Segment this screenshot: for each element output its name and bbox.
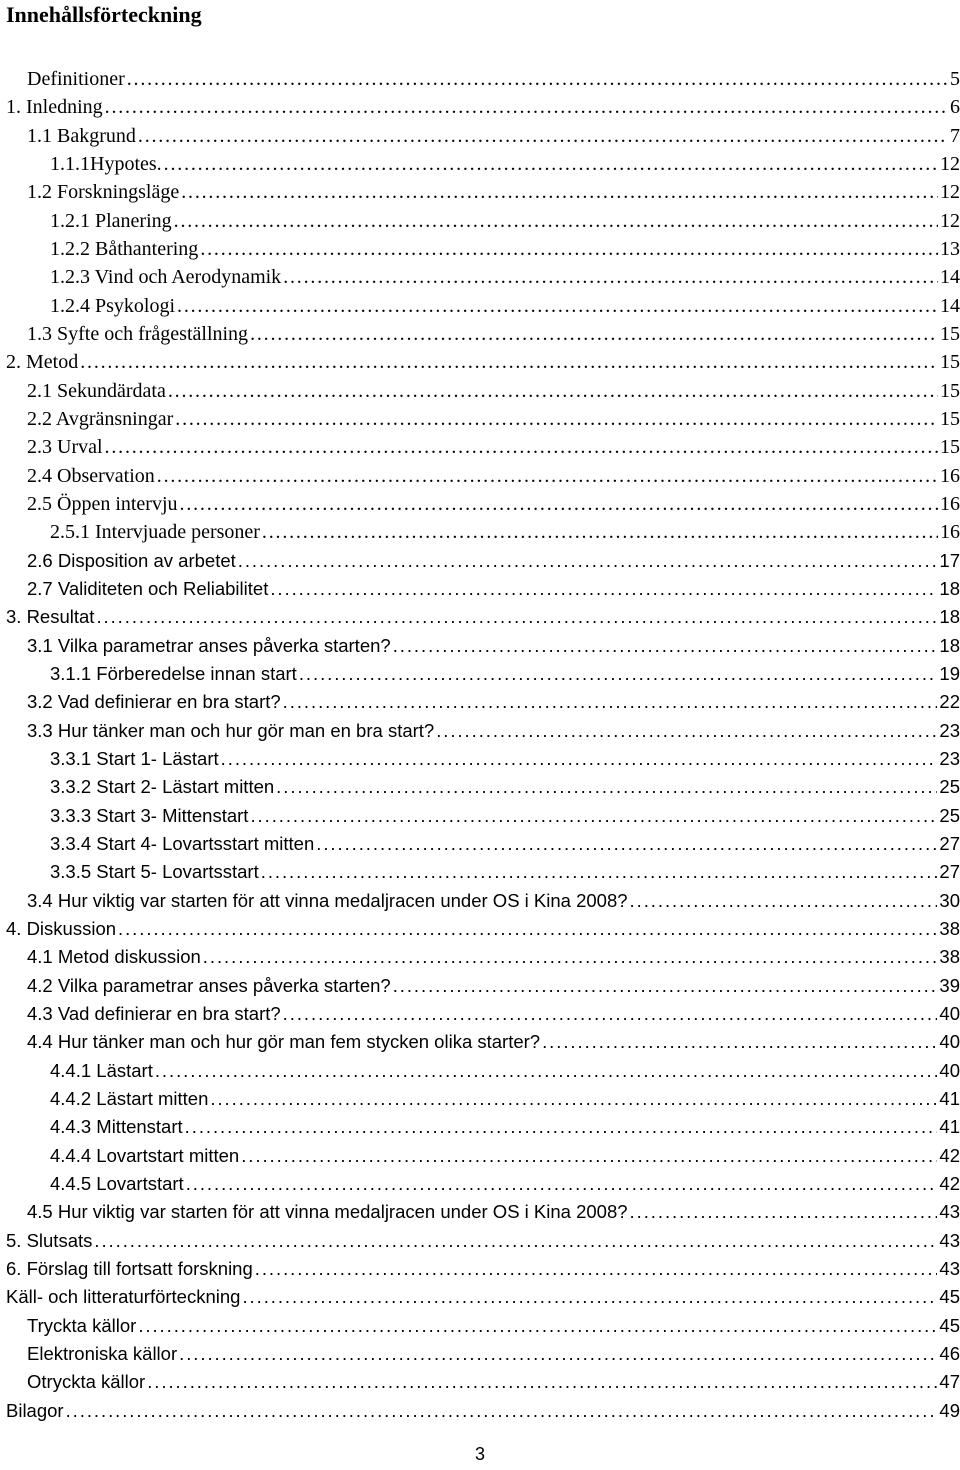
dot-leader — [94, 604, 937, 630]
toc-entry[interactable] — [27, 687, 960, 715]
toc-entry-label: 2. Metod — [6, 351, 79, 373]
dot-leader — [103, 94, 948, 120]
toc-entry-label: Elektroniska källor — [27, 1343, 178, 1364]
toc-entry-page: 23 — [939, 720, 960, 741]
toc-entry-page: 16 — [940, 465, 960, 487]
toc-entry[interactable] — [50, 1084, 960, 1112]
dot-leader — [183, 1114, 938, 1140]
toc-entry-label: 3.1 Vilka parametrar anses påverka starten? — [27, 635, 391, 656]
toc-entry[interactable] — [50, 206, 960, 234]
toc-entry-page: 15 — [940, 380, 960, 402]
toc-entry-page: 12 — [940, 210, 960, 232]
toc-entry-page: 42 — [939, 1145, 960, 1166]
dot-leader — [92, 1228, 937, 1254]
dot-leader — [253, 1256, 938, 1282]
toc-entry-label: 4.4.4 Lovartstart mitten — [50, 1145, 240, 1166]
toc-entry-label: 2.6 Disposition av arbetet — [27, 550, 236, 571]
toc-entry[interactable] — [50, 744, 960, 772]
dot-leader — [177, 1341, 937, 1367]
toc-entry-label: Definitioner — [27, 68, 125, 90]
toc-entry[interactable] — [27, 432, 960, 460]
toc-entry-page: 40 — [939, 1060, 960, 1081]
toc-entry-page: 42 — [939, 1173, 960, 1194]
toc-entry[interactable] — [27, 1367, 960, 1395]
dot-leader — [178, 491, 938, 517]
dot-leader — [145, 1369, 937, 1395]
toc-entry-label: 4.3 Vad definierar en bra start? — [27, 1003, 281, 1024]
toc-entry-page: 38 — [939, 946, 960, 967]
dot-leader — [236, 548, 938, 574]
dot-leader — [155, 463, 938, 489]
toc-entry-page: 27 — [939, 861, 960, 882]
toc-entry[interactable] — [27, 319, 960, 347]
toc-entry[interactable] — [6, 347, 960, 375]
dot-leader — [297, 661, 938, 687]
toc-entry-page: 7 — [950, 125, 960, 147]
toc-entry[interactable] — [50, 1112, 960, 1140]
toc-entry-page: 17 — [939, 550, 960, 571]
dot-leader — [78, 349, 938, 375]
toc-entry-page: 19 — [939, 663, 960, 684]
toc-entry-label: 3.3.1 Start 1- Lästart — [50, 748, 219, 769]
toc-entry-page: 13 — [940, 238, 960, 260]
toc-entry[interactable] — [50, 149, 960, 177]
page-number: 3 — [474, 1444, 485, 1464]
toc-entry[interactable] — [50, 234, 960, 262]
toc-entry-label: 2.5 Öppen intervju — [27, 493, 178, 515]
toc-entry-page: 15 — [940, 408, 960, 430]
toc-entry-page: 15 — [940, 436, 960, 458]
dot-leader — [391, 973, 938, 999]
toc-entry[interactable] — [50, 659, 960, 687]
toc-entry-label: 2.1 Sekundärdata — [27, 380, 166, 402]
dot-leader — [248, 321, 938, 347]
toc-entry[interactable] — [27, 376, 960, 404]
toc-entry-page: 45 — [939, 1286, 960, 1307]
toc-entry[interactable] — [50, 772, 960, 800]
toc-entry[interactable] — [50, 517, 960, 545]
toc-entry[interactable] — [27, 121, 960, 149]
toc-entry-label: 1.3 Syfte och frågeställning — [27, 323, 249, 345]
toc-entry[interactable] — [6, 1254, 960, 1282]
dot-leader — [125, 66, 948, 92]
toc-entry-page: 27 — [939, 833, 960, 854]
toc-entry-label: 4.5 Hur viktig var starten för att vinna medaljracen under OS i Kina 2008? — [27, 1201, 628, 1222]
dot-leader — [162, 151, 938, 177]
toc-entry[interactable] — [27, 1311, 960, 1339]
toc-entry-label: 1.2.3 Vind och Aerodynamik — [50, 266, 282, 288]
toc-entry[interactable] — [27, 177, 960, 205]
dot-leader — [166, 378, 938, 404]
toc-entry[interactable] — [27, 1197, 960, 1225]
dot-leader — [173, 406, 938, 432]
toc-entry-label: 4. Diskussion — [6, 918, 117, 939]
toc-entry-label: Bilagor — [6, 1400, 64, 1421]
toc-entry-label: 1.1 Bakgrund — [27, 125, 136, 147]
dot-leader — [219, 746, 938, 772]
toc-entry-page: 12 — [940, 153, 960, 175]
toc-entry[interactable] — [50, 1141, 960, 1169]
dot-leader — [434, 718, 937, 744]
dot-leader — [153, 1058, 938, 1084]
toc-entry-label: 1.2.1 Planering — [50, 210, 172, 232]
toc-entry-label: 5. Slutsats — [6, 1230, 93, 1251]
toc-entry-label: 3.3.5 Start 5- Lovartsstart — [50, 861, 259, 882]
dot-leader — [240, 1284, 937, 1310]
toc-entry-page: 15 — [940, 323, 960, 345]
toc-entry[interactable] — [50, 829, 960, 857]
dot-leader — [239, 1143, 937, 1169]
dot-leader — [628, 888, 938, 914]
toc-entry[interactable] — [50, 262, 960, 290]
toc-entry[interactable] — [27, 971, 960, 999]
toc-entry-page: 23 — [939, 748, 960, 769]
toc-entry-label: 3.4 Hur viktig var starten för att vinna medaljracen under OS i Kina 2008? — [27, 890, 628, 911]
toc-entry-page: 41 — [939, 1116, 960, 1137]
toc-entry-page: 40 — [939, 1003, 960, 1024]
toc-entry[interactable] — [6, 914, 960, 942]
dot-leader — [179, 179, 938, 205]
toc-entry[interactable] — [6, 92, 960, 120]
toc-entry[interactable] — [50, 291, 960, 319]
toc-entry-label: 1.2.2 Båthantering — [50, 238, 199, 260]
dot-leader — [198, 236, 938, 262]
dot-leader — [260, 519, 938, 545]
dot-leader — [274, 774, 937, 800]
toc-entry-label: 4.2 Vilka parametrar anses påverka starten? — [27, 975, 391, 996]
dot-leader — [540, 1029, 937, 1055]
toc-entry[interactable] — [27, 942, 960, 970]
toc-entry-page: 47 — [939, 1371, 960, 1392]
dot-leader — [172, 208, 938, 234]
toc-entry-page: 14 — [940, 295, 960, 317]
toc-entry[interactable] — [27, 574, 960, 602]
toc-entry-label: 1.1.1Hypotes. — [50, 153, 162, 175]
dot-leader — [136, 123, 948, 149]
toc-entry-page: 38 — [939, 918, 960, 939]
toc-entry-label: 4.4.3 Mittenstart — [50, 1116, 183, 1137]
toc-entry[interactable] — [50, 1169, 960, 1197]
dot-leader — [201, 944, 938, 970]
toc-entry-page: 30 — [939, 890, 960, 911]
dot-leader — [64, 1398, 938, 1424]
toc-entry-label: 4.1 Metod diskussion — [27, 946, 201, 967]
toc-title: Innehållsförteckning — [6, 2, 202, 27]
toc-entry-page: 15 — [940, 351, 960, 373]
toc-entry-label: 3.3.2 Start 2- Lästart mitten — [50, 776, 275, 797]
dot-leader — [314, 831, 937, 857]
toc-entry-page: 43 — [939, 1201, 960, 1222]
toc-entry-page: 6 — [950, 96, 960, 118]
dot-leader — [248, 803, 937, 829]
toc-entry-label: Otryckta källor — [27, 1371, 146, 1392]
toc-entry-page: 43 — [939, 1230, 960, 1251]
toc-entry[interactable] — [50, 857, 960, 885]
toc-entry-page: 25 — [939, 776, 960, 797]
toc-entry-label: 3.3.3 Start 3- Mittenstart — [50, 805, 249, 826]
dot-leader — [628, 1199, 938, 1225]
toc-entry-page: 39 — [939, 975, 960, 996]
dot-leader — [116, 916, 937, 942]
toc-entry-page: 40 — [939, 1031, 960, 1052]
toc-entry-label: 4.4.1 Lästart — [50, 1060, 153, 1081]
toc-entry-page: 18 — [939, 635, 960, 656]
toc-entry-page: 22 — [939, 691, 960, 712]
dot-leader — [281, 1001, 938, 1027]
toc-entry-label: Tryckta källor — [27, 1315, 137, 1336]
dot-leader — [136, 1313, 937, 1339]
dot-leader — [391, 633, 938, 659]
toc-entry[interactable] — [50, 1056, 960, 1084]
toc-entry-page: 18 — [939, 606, 960, 627]
toc-entry-page: 45 — [939, 1315, 960, 1336]
toc-entry-label: 2.5.1 Intervjuade personer — [50, 521, 260, 543]
toc-entry-page: 46 — [939, 1343, 960, 1364]
toc-entry[interactable] — [6, 1282, 960, 1310]
toc-entry-page: 14 — [940, 266, 960, 288]
toc-entry-label: 1.2.4 Psykologi — [50, 295, 176, 317]
toc-entry-label: 4.4.2 Lästart mitten — [50, 1088, 209, 1109]
toc-entry-label: 4.4.5 Lovartstart — [50, 1173, 184, 1194]
toc-entry-label: 3. Resultat — [6, 606, 95, 627]
toc-entry-label: 4.4 Hur tänker man och hur gör man fem stycken olika starter? — [27, 1031, 541, 1052]
toc-entry-label: 2.3 Urval — [27, 436, 103, 458]
toc-entry-label: 2.7 Validiteten och Reliabilitet — [27, 578, 269, 599]
dot-leader — [268, 576, 937, 602]
toc-entry[interactable] — [27, 886, 960, 914]
dot-leader — [281, 264, 938, 290]
toc-entry-label: 6. Förslag till fortsatt forskning — [6, 1258, 253, 1279]
dot-leader — [208, 1086, 937, 1112]
toc-entry[interactable] — [50, 801, 960, 829]
toc-entry-label: 3.3 Hur tänker man och hur gör man en bra start? — [27, 720, 435, 741]
dot-leader — [103, 434, 938, 460]
dot-leader — [184, 1171, 938, 1197]
toc-entry-page: 16 — [940, 521, 960, 543]
toc-entry[interactable] — [6, 1396, 960, 1424]
toc-entry[interactable] — [6, 1226, 960, 1254]
toc-entry-page: 12 — [940, 181, 960, 203]
toc-entry-page: 25 — [939, 805, 960, 826]
dot-leader — [259, 859, 938, 885]
toc-entry-page: 18 — [939, 578, 960, 599]
toc-entry[interactable] — [27, 631, 960, 659]
toc-entry[interactable] — [27, 461, 960, 489]
toc-entry[interactable] — [27, 1027, 960, 1055]
toc-entry[interactable] — [27, 489, 960, 517]
toc-entry[interactable] — [27, 716, 960, 744]
toc-entry-label: 3.1.1 Förberedelse innan start — [50, 663, 297, 684]
toc-entry[interactable] — [6, 602, 960, 630]
toc-entry-page: 5 — [950, 68, 960, 90]
toc-entry[interactable] — [27, 546, 960, 574]
toc-entry[interactable] — [27, 404, 960, 432]
toc-entry-page: 49 — [939, 1400, 960, 1421]
toc-entry-page: 16 — [940, 493, 960, 515]
toc-entry-label: 2.2 Avgränsningar — [27, 408, 174, 430]
toc-entry-label: 2.4 Observation — [27, 465, 155, 487]
dot-leader — [175, 293, 938, 319]
toc-entry-label: 3.2 Vad definierar en bra start? — [27, 691, 281, 712]
toc-entry-label: 3.3.4 Start 4- Lovartsstart mitten — [50, 833, 315, 854]
toc-entry[interactable] — [27, 999, 960, 1027]
toc-entry[interactable] — [27, 1339, 960, 1367]
dot-leader — [281, 689, 938, 715]
toc-entry-label: 1. Inledning — [6, 96, 103, 118]
toc-entry-page: 43 — [939, 1258, 960, 1279]
toc-entry-page: 41 — [939, 1088, 960, 1109]
toc-entry-label: Käll- och litteraturförteckning — [6, 1286, 241, 1307]
toc-entry-label: 1.2 Forskningsläge — [27, 181, 180, 203]
toc-entry[interactable] — [27, 64, 960, 92]
